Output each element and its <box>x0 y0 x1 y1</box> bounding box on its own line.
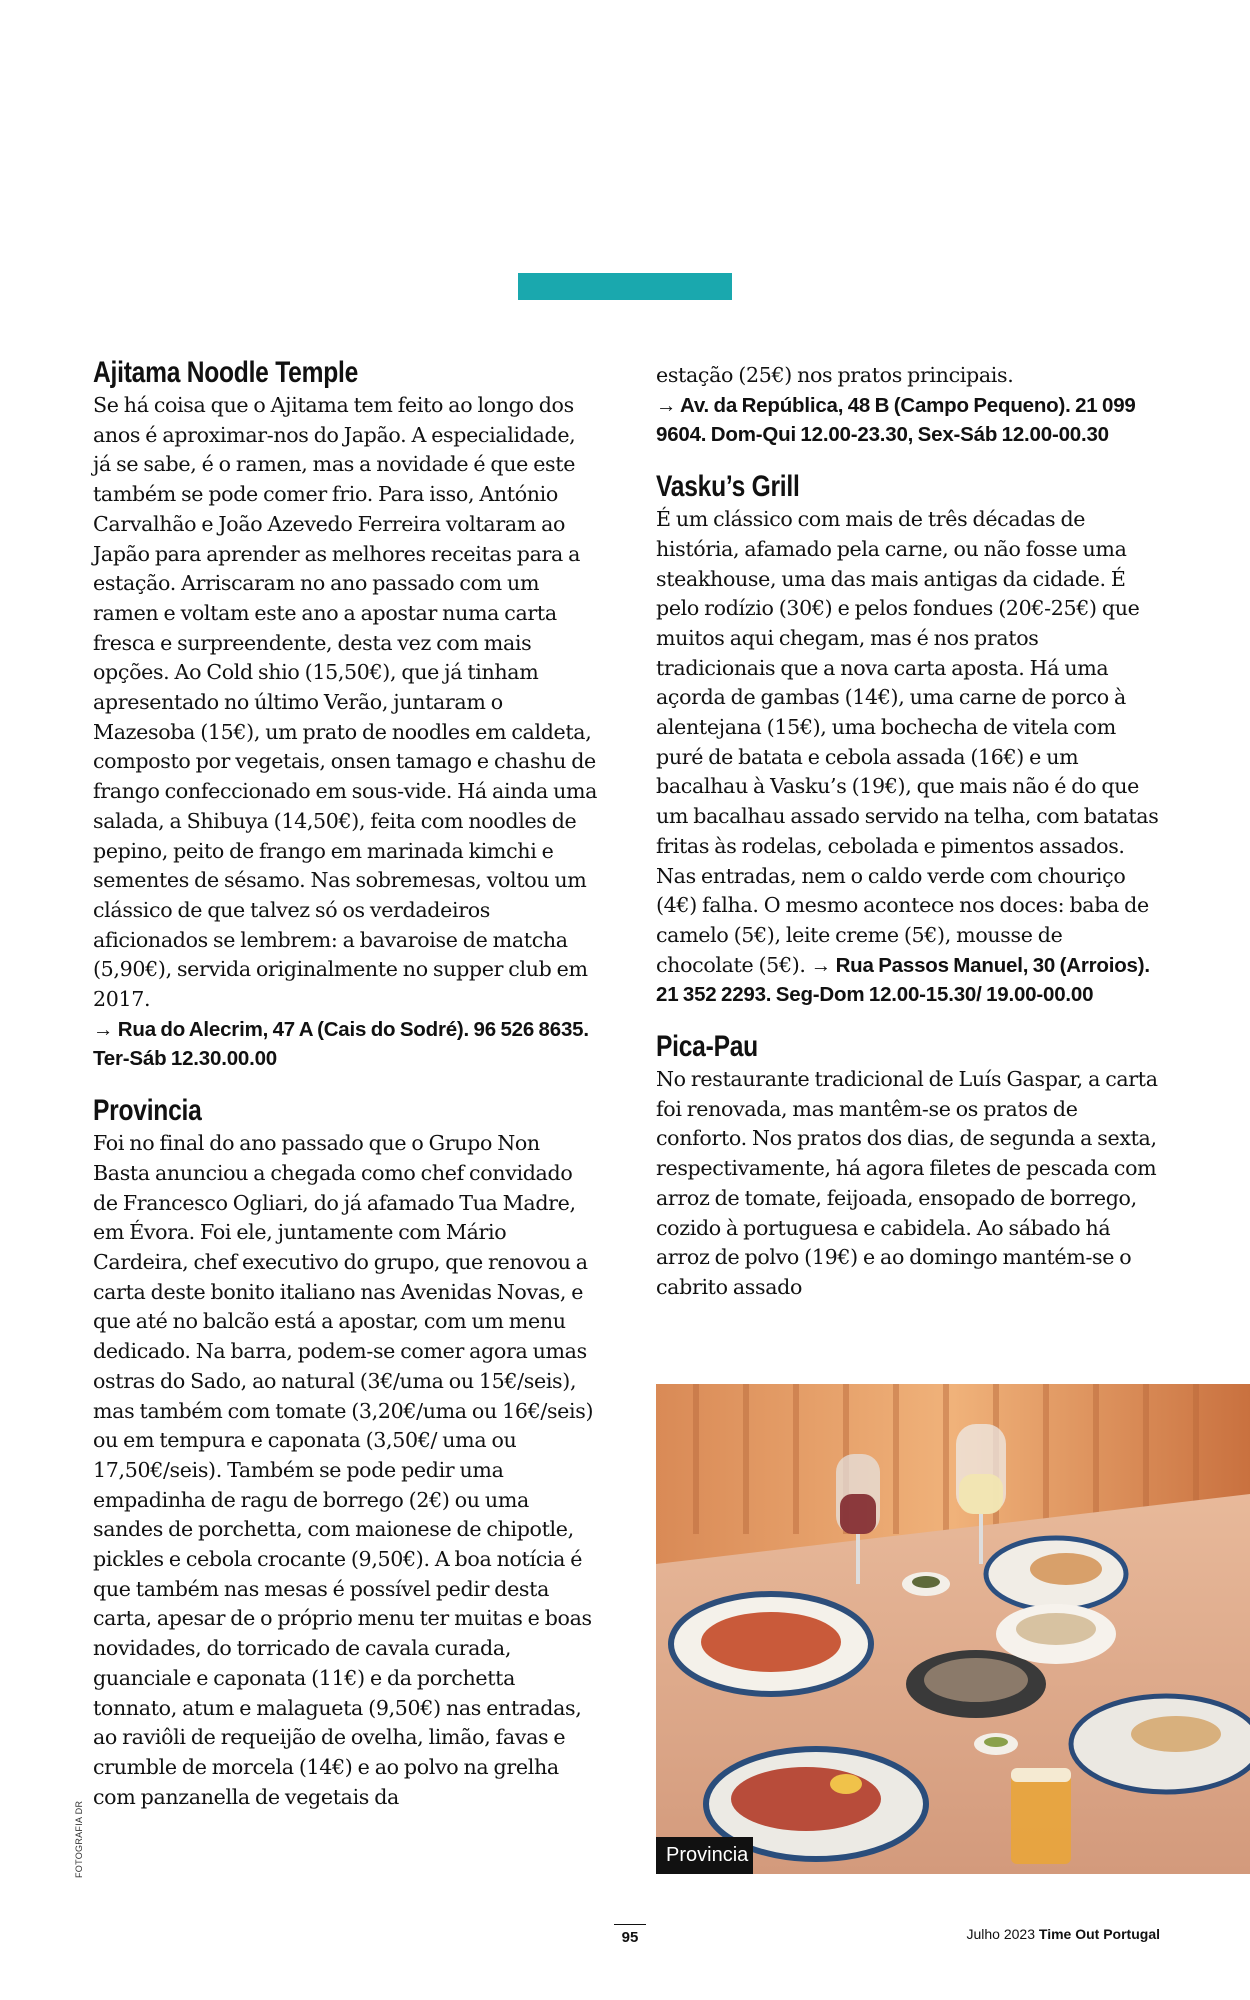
article-vaskus <box>656 469 1161 1010</box>
ajitama-body-text: Se há coisa que o Ajitama tem feito ao longo dos anos é aproximar-nos do Japão. A especialidade, já se sabe, é o ramen, mas a novidade é que este também se pode comer frio. Para isso, António Carvalhão e João Azevedo Ferreira voltaram ao Japão para aprender as melhores receitas para a estação. Arriscaram no ano passado com um ramen e voltam este ano a apostar numa carta fresca e surpreendente, desta vez com mais opções. Ao Cold shio (15,50€), que já tinham apresentado no último Verão, juntaram o Mazesoba (15€), um prato de noodles em caldeta, composto por vegetais, onsen tamago e chashu de frango confeccionado em sous-vide. Há ainda uma salada, a Shibuya (14,50€), feita com noodles de pepino, peito de frango em marinada kimchi e sementes de sésamo. Nas sobremesas, voltou um clássico de que talvez só os verdadeiros aficionados se lembrem: a bavaroise de matcha (5,90€), servida originalmente no supper club em 2017. <box>93 393 598 1012</box>
restaurant-photo <box>656 1384 1250 1874</box>
vaskus-body <box>656 505 1161 1010</box>
article-provincia <box>93 1093 598 1812</box>
footer-title: Time Out Portugal <box>1038 1926 1160 1942</box>
vaskus-info: → Rua Passos Manuel, 30 (Arroios). 21 352 2293. Seg-Dom 12.00-15.30/ 19.00-00.00 <box>656 953 1150 1007</box>
provincia-info: → Av. da República, 48 B (Campo Pequeno). 21 099 9604. Dom-Qui 12.00-23.30, Sex-Sáb 12.00-00.30 <box>656 393 1136 447</box>
photo-credit: FOTOGRAFIA DR <box>74 1800 84 1878</box>
vaskus-body-text: É um clássico com mais de três décadas de história, afamado pela carne, ou não fosse uma steakhouse, uma das mais antigas da cidade. É pelo rodízio (30€) e pelos fondues (20€-25€) que muitos aqui chegam, mas é nos pratos tradicionais que a nova carta aposta. Há uma açorda de gambas (14€), uma carne de porco à alentejana (15€), uma bochecha de vitela com puré de batata e cebola assada (16€) e um bacalhau à Vasku’s (19€), que mais não é do que um bacalhau assado servido na telha, com batatas fritas às rodelas, cebolada e pimentos assados. Nas entradas, nem o caldo verde com chouriço (4€) falha. O mesmo acontece nos doces: baba de camelo (5€), leite creme (5€), mousse de chocolate (5€). <box>656 507 1159 977</box>
vaskus-title: Vasku’s Grill <box>656 470 800 504</box>
photo-caption: Provincia <box>656 1837 753 1874</box>
ajitama-body <box>93 391 598 1074</box>
footer-date: Julho 2023 <box>966 1926 1036 1942</box>
left-column <box>93 355 598 1812</box>
provincia-title: Provincia <box>93 1094 202 1128</box>
article-picapau <box>656 1029 1161 1303</box>
provincia-continued <box>656 361 1161 450</box>
ajitama-info: → Rua do Alecrim, 47 A (Cais do Sodré). 96 526 8635. Ter-Sáb 12.30.00.00 <box>93 1017 589 1071</box>
accent-bar <box>518 273 732 300</box>
right-column <box>656 361 1161 1303</box>
photo-illustration <box>656 1384 1250 1874</box>
page-number: 95 <box>614 1924 646 1946</box>
article-ajitama <box>93 355 598 1074</box>
picapau-body: No restaurante tradicional de Luís Gaspar, a carta foi renovada, mas mantêm-se os pratos de conforto. Nos pratos dos dias, de segunda a sexta, respectivamente, há agora filetes de pescada com arroz de tomate, feijoada, ensopado de borrego, cozido à portuguesa e cabidela. Ao sábado há arroz de polvo (19€) e ao domingo mantém-se o cabrito assado <box>656 1067 1158 1299</box>
picapau-title: Pica-Pau <box>656 1030 758 1064</box>
provincia-body: Foi no final do ano passado que o Grupo Non Basta anunciou a chegada como chef convidado de Francesco Ogliari, do já afamado Tua Madre, em Évora. Foi ele, juntamente com Mário Cardeira, chef executivo do grupo, que renovou a carta deste bonito italiano nas Avenidas Novas, e que até no balcão está a apostar, com um menu dedicado. Na barra, podem-se comer agora umas ostras do Sado, ao natural (3€/uma ou 15€/seis), mas também com tomate (3,20€/uma ou 16€/seis) ou em tempura e caponata (3,50€/ uma ou 17,50€/seis). Também se pode pedir uma empadinha de ragu de borrego (2€) ou uma sandes de porchetta, com maionese de chipotle, pickles e cebola crocante (9,50€). A boa notícia é que também nas mesas é possível pedir desta carta, apesar de o próprio menu ter muitas e boas novidades, do torricado de cavala curada, guanciale e caponata (11€) e da porchetta tonnato, atum e malagueta (9,50€) nas entradas, ao raviôli de requeijão de ovelha, limão, favas e crumble de morcela (14€) e ao polvo na grelha com panzanella de vegetais da <box>93 1131 594 1809</box>
ajitama-title: Ajitama Noodle Temple <box>93 356 359 389</box>
footer-magazine <box>967 1926 1161 1942</box>
provincia-continued-text: estação (25€) nos pratos principais. <box>656 363 1014 387</box>
